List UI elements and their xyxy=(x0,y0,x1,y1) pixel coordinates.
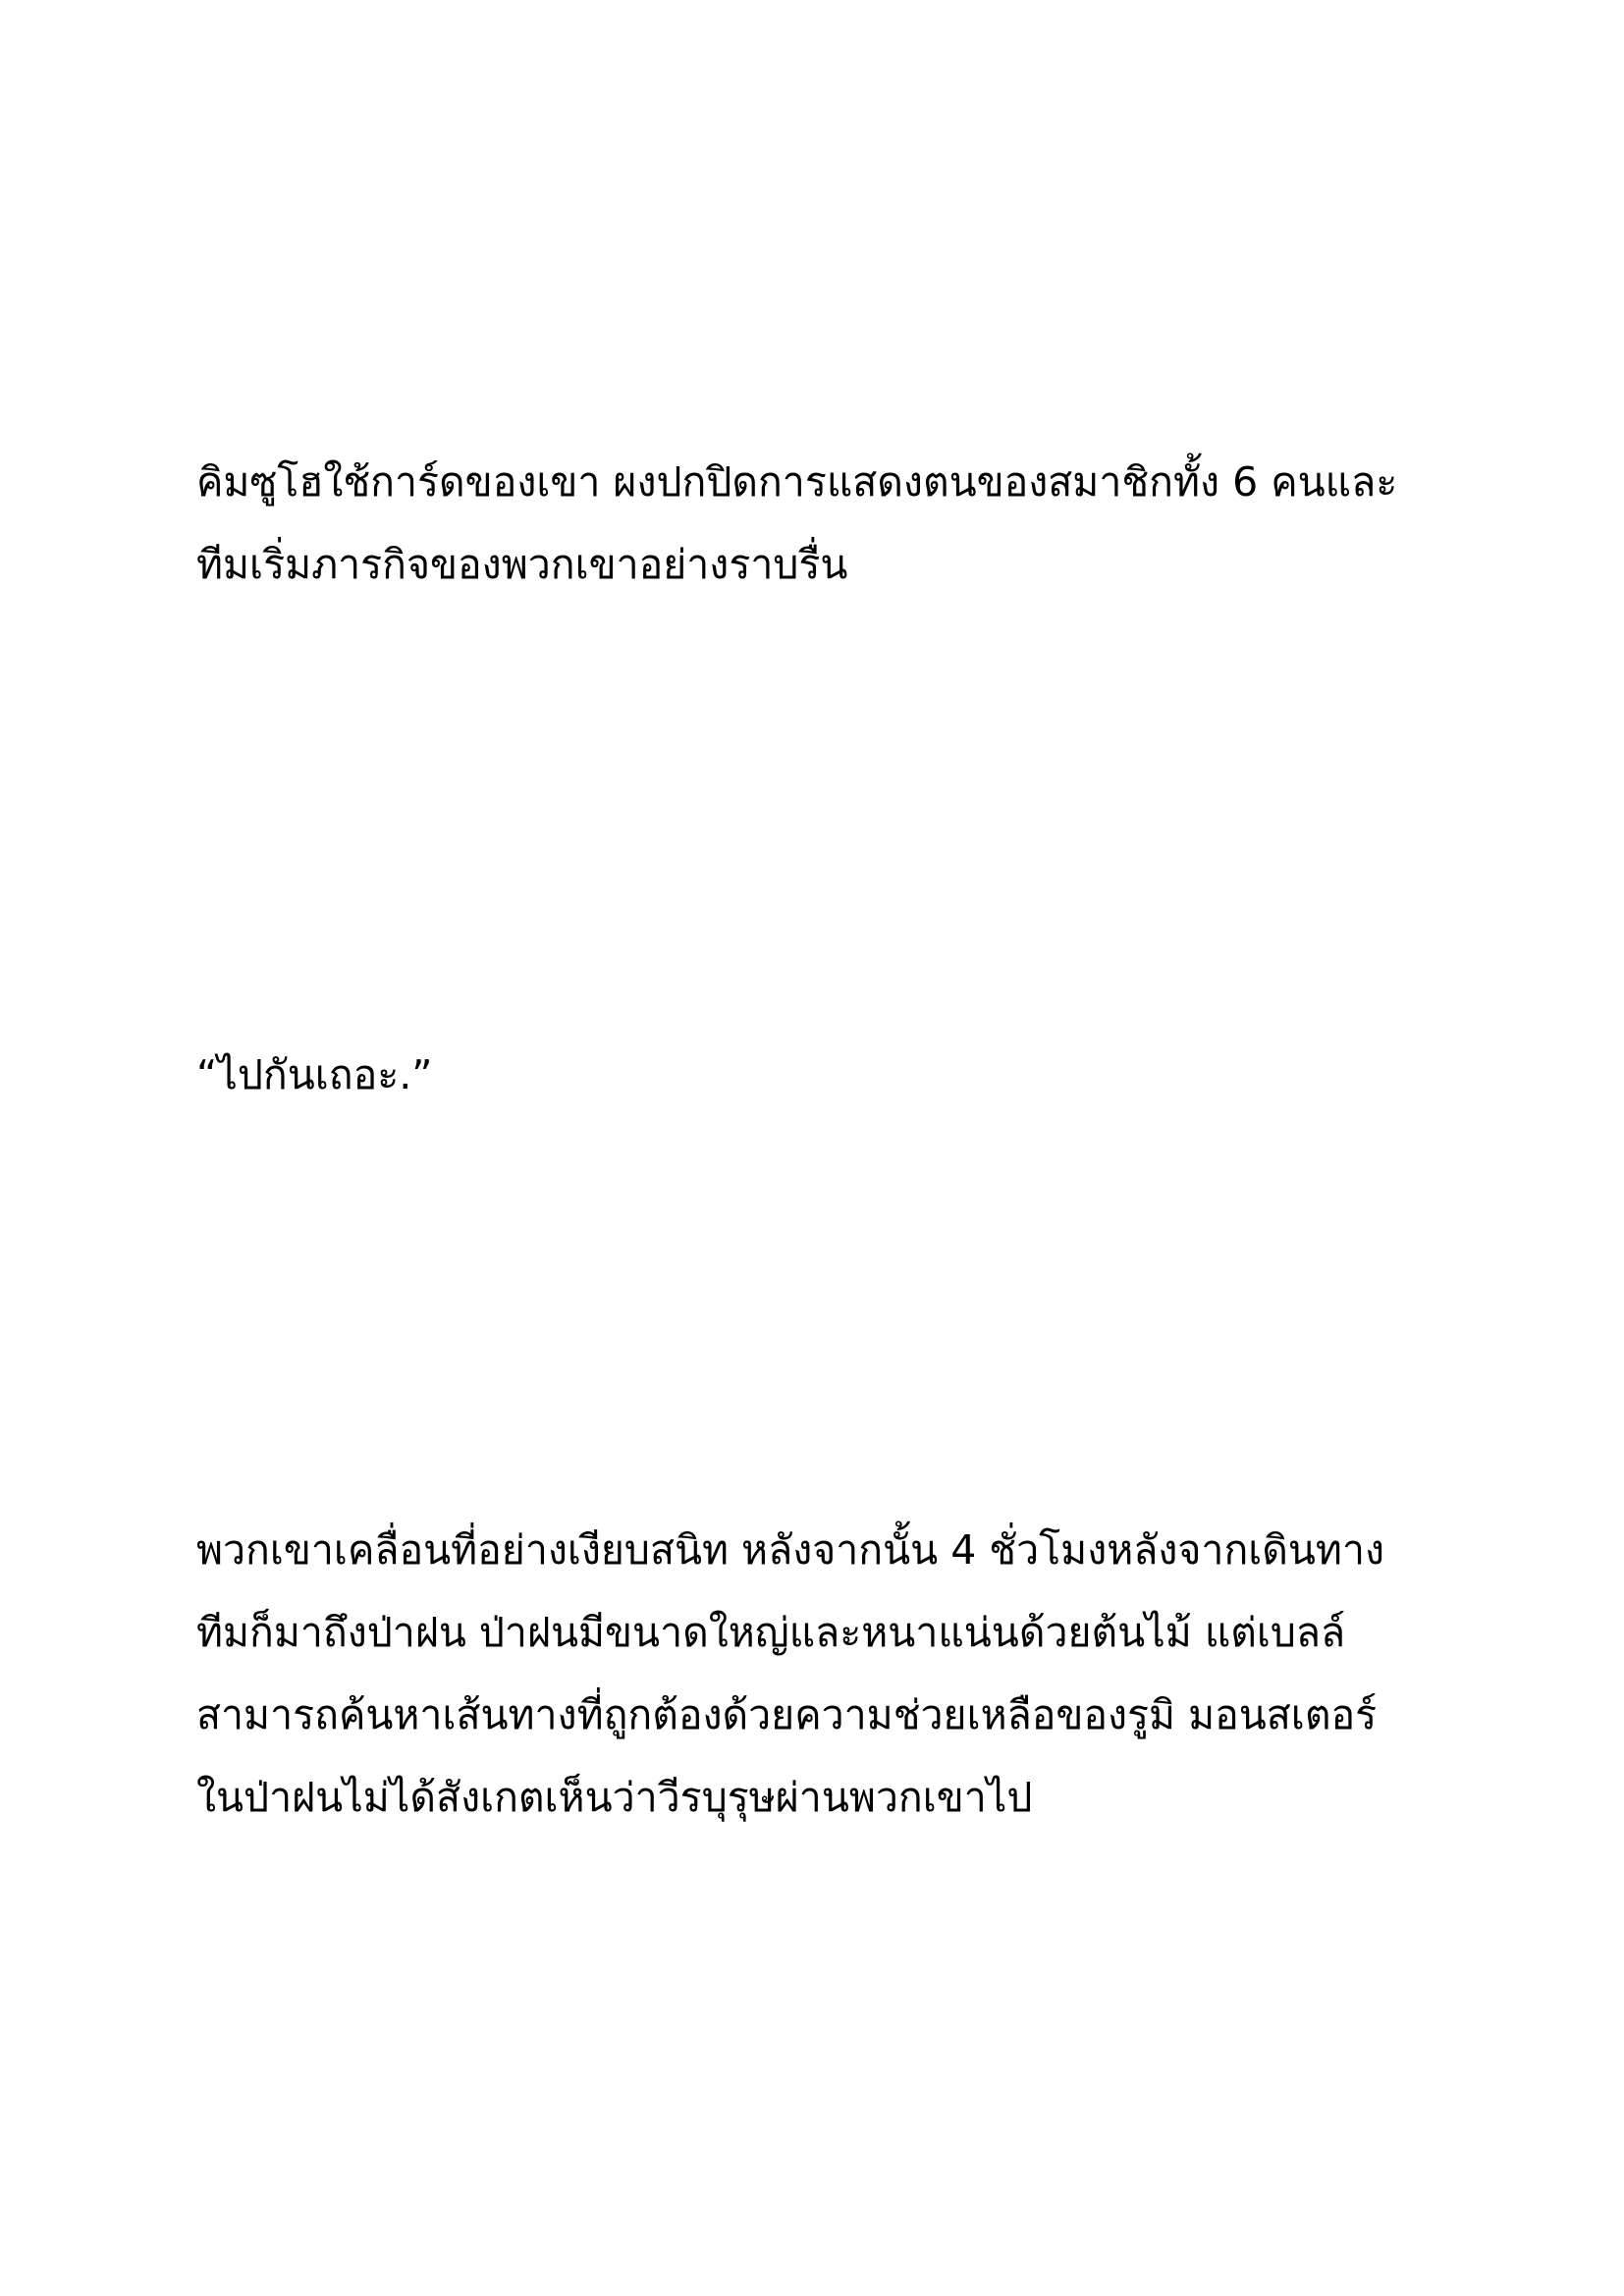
paragraph-line: ทีมก็มาถึงป่าฝน ป่าฝนมีขนาดใหญ่และหนาแน่นด้วยต้นไม้ แต่เบลล์ xyxy=(196,1609,1346,1656)
paragraph-1 xyxy=(196,441,1473,606)
paragraph-3 xyxy=(196,1509,1473,1839)
paragraph-line: คิมซูโฮใช้การ์ดของเขา ผงปกปิดการแสดงตนของสมาชิกทั้ง 6 คนและ xyxy=(196,458,1398,506)
paragraph-line: พวกเขาเคลื่อนที่อย่างเงียบสนิท หลังจากนั้น 4 ชั่วโมงหลังจากเดินทาง xyxy=(196,1526,1385,1574)
paragraph-line: สามารถค้นหาเส้นทางที่ถูกต้องด้วยความช่วยเหลือของรูมิ มอนสเตอร์ xyxy=(196,1691,1378,1738)
paragraph-line: ในป่าฝนไม่ได้สังเกตเห็นว่าวีรบุรุษผ่านพวกเขาไป xyxy=(196,1774,1033,1821)
dialogue-line: “ไปกันเถอะ.” xyxy=(196,1051,433,1098)
paragraph-2 xyxy=(196,1034,1473,1116)
paragraph-line: ทีมเริ่มภารกิจของพวกเขาอย่างราบรื่น xyxy=(196,541,848,588)
